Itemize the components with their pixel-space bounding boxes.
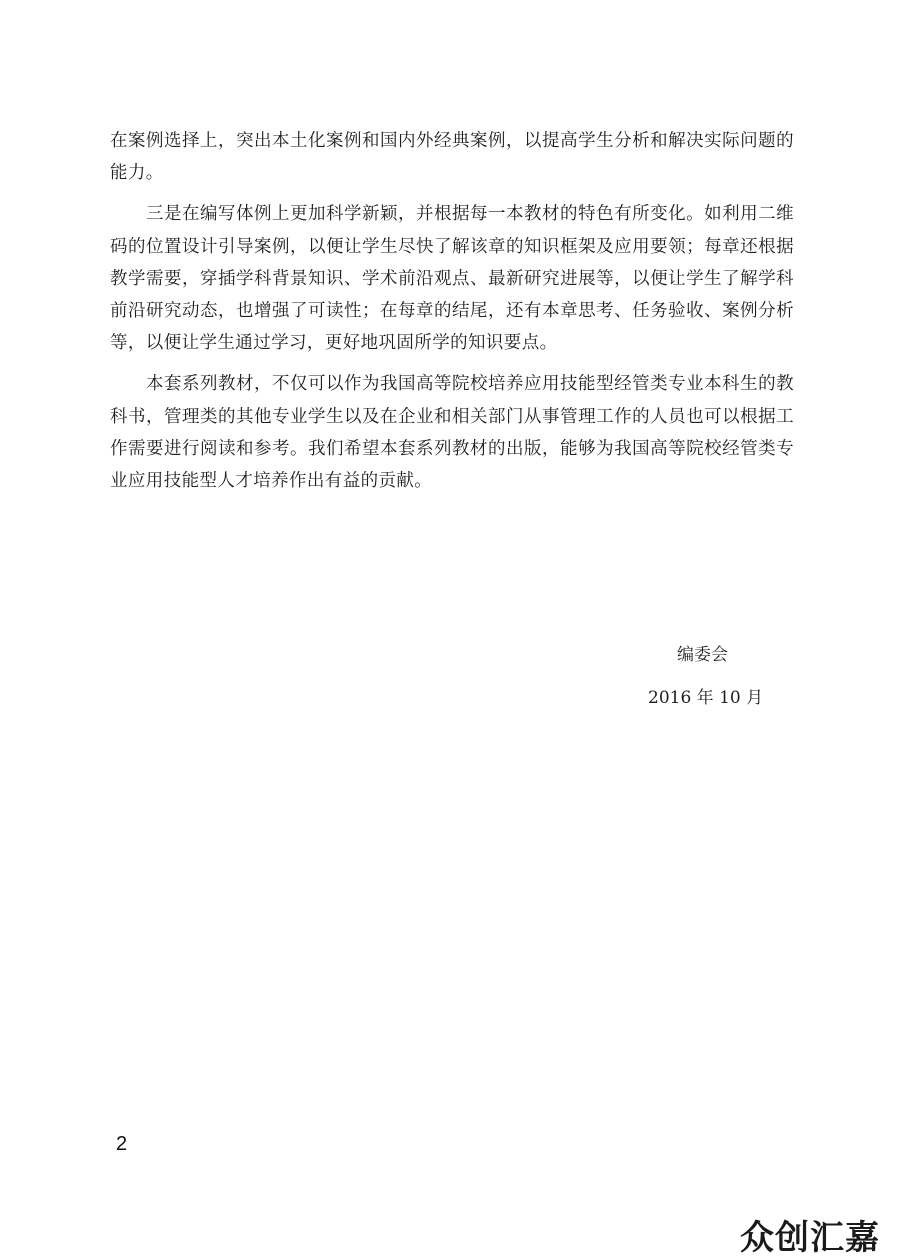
signature-organization: 编委会	[677, 645, 728, 665]
paragraph-series-purpose: 本套系列教材，不仅可以作为我国高等院校培养应用技能型经管类专业本科生的教科书，管理类的其他专业学生以及在企业和相关部门从事管理工作的人员也可以根据工作需要进行阅读和参考。我们希望本套系列教材的出版，能够为我国高等院校经管类专业应用技能型人才培养作出有益的贡献。	[110, 374, 794, 492]
paragraph-continued: 在案例选择上，突出本土化案例和国内外经典案例，以提高学生分析和解决实际问题的能力。	[110, 131, 794, 184]
paragraph-point-three: 三是在编写体例上更加科学新颖，并根据每一本教材的特色有所变化。如利用二维码的位置设计引导案例，以便让学生尽快了解该章的知识框架及应用要领；每章还根据教学需要，穿插学科背景知识、学术前沿观点、最新研究进展等，以便让学生了解学科前沿研究动态，也增强了可读性；在每章的结尾，还有本章思考、任务验收、案例分析等，以便让学生通过学习，更好地巩固所学的知识要点。	[110, 204, 794, 354]
body-text	[110, 125, 794, 506]
watermark-logo: 众创汇嘉	[740, 1218, 880, 1258]
signature-date: 2016 年 10 月	[648, 688, 764, 708]
page-number: 2	[116, 1133, 128, 1155]
